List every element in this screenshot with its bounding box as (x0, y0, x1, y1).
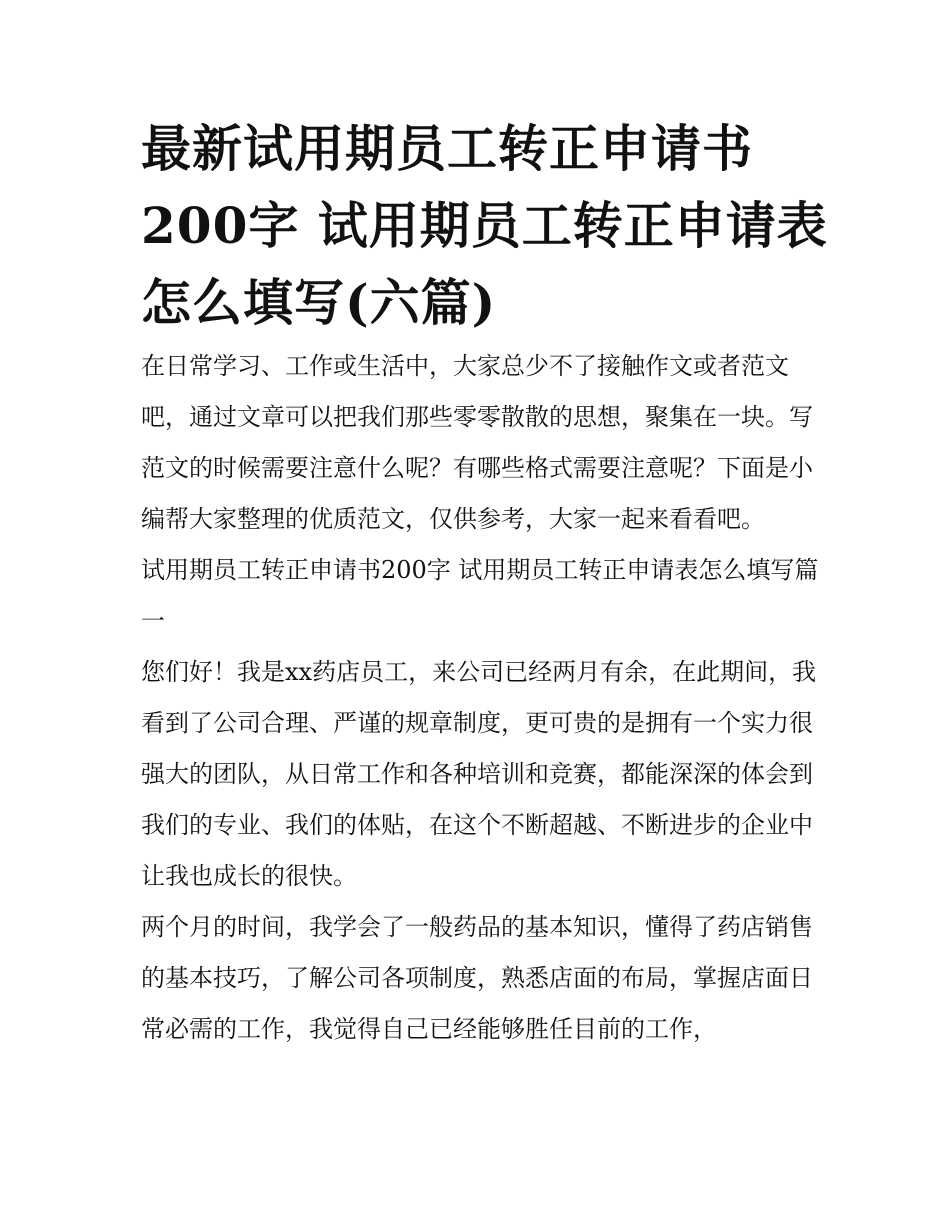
body-paragraph-2: 两个月的时间，我学会了一般药品的基本知识，懂得了药店销售的基本技巧，了解公司各项制度，熟悉店面的布局，掌握店面日常必需的工作，我觉得自己已经能够胜任目前的工作， (141, 913, 813, 1043)
intro-paragraph: 在日常学习、工作或生活中，大家总少不了接触作文或者范文吧，通过文章可以把我们那些零零散散的思想，聚集在一块。写范文的时候需要注意什么呢？有哪些格式需要注意呢？下面是小编帮大家整理的优质范文，仅供参考，大家一起来看看吧。 (141, 352, 813, 533)
section-heading: 试用期员工转正申请书200字 试用期员工转正申请表怎么填写篇一 (141, 556, 819, 635)
document-page (141, 110, 831, 1055)
body-paragraph-1: 您们好！我是xx药店员工，来公司已经两月有余，在此期间，我看到了公司合理、严谨的规章制度，更可贵的是拥有一个实力很强大的团队，从日常工作和各种培训和竞赛，都能深深的体会到我们的专业、我们的体贴，在这个不断超越、不断进步的企业中让我也成长的很快。 (141, 658, 817, 890)
document-title: 最新试用期员工转正申请书200字 试用期员工转正申请表怎么填写(六篇) (141, 119, 828, 332)
